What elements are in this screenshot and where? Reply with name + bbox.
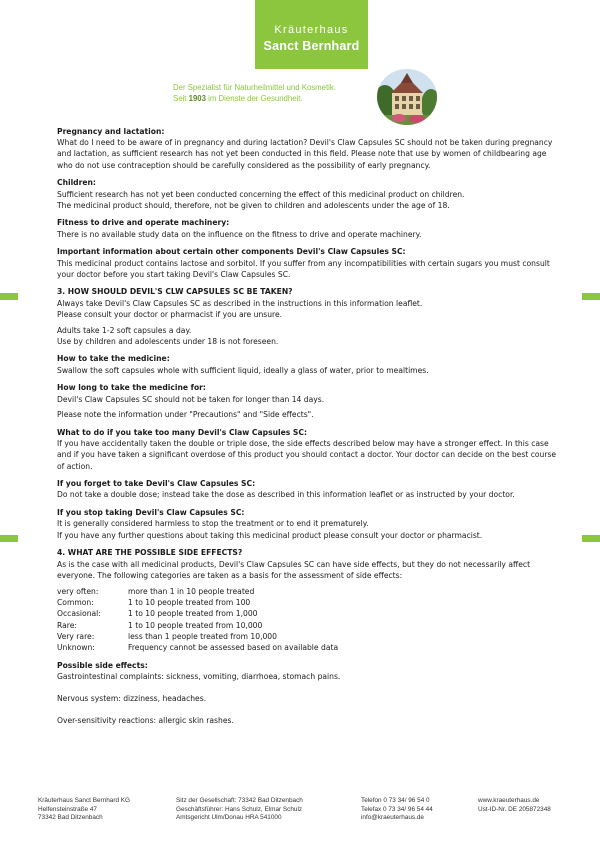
margin-mark-right	[582, 293, 600, 300]
frequency-term: Unknown:	[57, 642, 95, 652]
text-stop-1: It is generally considered harmless to stop the treatment or to end it prematurely.	[57, 519, 369, 529]
section-forget	[57, 478, 562, 500]
text-how-taken-1: Always take Devil's Claw Capsules SC as described in the instructions in this information leaflet.	[57, 298, 423, 308]
margin-mark-right-lower	[582, 535, 600, 542]
frequency-row	[57, 631, 562, 642]
footer-vat-id: Ust-ID-Nr. DE 205872348	[478, 805, 551, 813]
heading-how-taken: 3. HOW SHOULD DEVIL'S CLW CAPSULES SC BE TAKEN?	[57, 287, 293, 297]
frequency-desc: 1 to 10 people treated from 100	[128, 598, 251, 608]
frequency-desc: more than 1 in 10 people treated	[128, 586, 255, 596]
heading-children: Children:	[57, 178, 96, 188]
heading-forget: If you forget to take Devil's Claw Capsules SC:	[57, 479, 256, 489]
section-possible	[57, 660, 562, 727]
text-driving: There is no available study data on the influence on the fitness to drive and operate machinery.	[57, 229, 422, 239]
text-how-long-1: Devil's Claw Capsules SC should not be taken for longer than 14 days.	[57, 394, 325, 404]
footer-line: Geschäftsführer: Hans Schulz, Elmar Schulz	[176, 805, 303, 813]
section-too-many	[57, 427, 562, 472]
section-children	[57, 177, 562, 211]
text-possible-1: Gastrointestinal complaints: sickness, vomiting, diarrhoea, stomach pains.	[57, 671, 341, 681]
tagline	[173, 82, 336, 104]
heading-components: Important information about certain other components Devil's Claw Capsules SC:	[57, 247, 406, 257]
frequency-table	[57, 586, 562, 653]
frequency-desc: less than 1 people treated from 10,000	[128, 631, 277, 641]
leaflet-body	[57, 126, 562, 733]
text-how-taken-4: Use by children and adolescents under 18 is not foreseen.	[57, 336, 279, 346]
text-components: This medicinal product contains lactose and sorbitol. If you suffer from any incompatibilities with certain sugars you must consult your doctor before you start taking Devil's Claw Capsules SC.	[57, 258, 550, 279]
margin-mark-left-lower	[0, 535, 18, 542]
text-pregnancy: What do I need to be aware of in pregnancy and during lactation? Devil's Claw Capsules SC should not be taken during pregnancy and lactation, as sufficient research has not yet been conducted in this field. Please note that use by women of childbearing age who do not use contraception should be carefully considered as the possibility of early pregnancy.	[57, 138, 553, 170]
tagline-line-2: Seit 1903 im Dienste der Gesundheit.	[173, 94, 303, 103]
section-components	[57, 246, 562, 280]
frequency-term: Occasional:	[57, 609, 101, 619]
heading-too-many: What to do if you take too many Devil's Claw Capsules SC:	[57, 427, 307, 437]
frequency-row	[57, 586, 562, 597]
text-too-many: If you have accidentally taken the double or triple dose, the side effects described below may have a stronger effect. In this case and if you have taken a significant overdose of this product you should contact a doctor. Your doctor can decide on the best course of action.	[57, 439, 557, 471]
text-forget: Do not take a double dose; instead take the dose as described in this information leaflet or as instructed by your doctor.	[57, 490, 515, 500]
tagline-line-1: Der Spezialist für Naturheilmittel und Kosmetik.	[173, 83, 336, 92]
frequency-desc: 1 to 10 people treated from 1,000	[128, 609, 258, 619]
frequency-term: Very rare:	[57, 631, 95, 641]
heading-how-long: How long to take the medicine for:	[57, 383, 206, 393]
frequency-term: Rare:	[57, 620, 77, 630]
text-children-1: Sufficient research has not yet been conducted concerning the effect of this medicinal product on children.	[57, 189, 465, 199]
founding-year: 1903	[188, 94, 206, 103]
logo-line-2: Sanct Bernhard	[263, 39, 360, 53]
text-side-effects: As is the case with all medicinal products, Devil's Claw Capsules SC can have side effects, but they do not necessarily affect everyone. The following categories are taken as a basis for the assessment of side effects:	[57, 559, 531, 580]
footer-line: Amtsgericht Ulm/Donau HRA 541000	[176, 814, 282, 822]
text-stop-2: If you have any further questions about taking this medicinal product please consult your doctor or pharmacist.	[57, 530, 483, 540]
section-how-taken	[57, 286, 562, 347]
frequency-term: Common:	[57, 598, 94, 608]
frequency-desc: 1 to 10 people treated from 10,000	[128, 620, 263, 630]
footer-line: Kräuterhaus Sanct Bernhard KG	[38, 797, 131, 804]
building-photo	[377, 69, 437, 125]
heading-driving: Fitness to drive and operate machinery:	[57, 218, 230, 228]
footer-line: Sitz der Gesellschaft: 73342 Bad Ditzenbach	[176, 797, 303, 804]
footer-web	[478, 797, 551, 814]
footer-fax: Telefax 0 73 34/ 96 54 44	[361, 805, 433, 813]
text-how-long-2: Please note the information under "Precautions" and "Side effects".	[57, 410, 314, 420]
text-how-taken-3: Adults take 1-2 soft capsules a day.	[57, 325, 192, 335]
text-possible-3: Over-sensitivity reactions: allergic skin rashes.	[57, 716, 234, 726]
frequency-row	[57, 597, 562, 608]
section-stop	[57, 507, 562, 541]
footer-contact	[361, 797, 433, 823]
frequency-row	[57, 620, 562, 631]
heading-pregnancy: Pregnancy and lactation:	[57, 127, 165, 136]
footer-phone: Telefon 0 73 34/ 96 54 0	[361, 797, 430, 804]
heading-stop: If you stop taking Devil's Claw Capsules SC:	[57, 508, 245, 518]
text-how-taken-2: Please consult your doctor or pharmacist if you are unsure.	[57, 309, 283, 319]
company-logo	[255, 0, 368, 69]
section-driving	[57, 217, 562, 239]
heading-side-effects: 4. WHAT ARE THE POSSIBLE SIDE EFFECTS?	[57, 548, 243, 558]
frequency-row	[57, 642, 562, 653]
footer-email: info@kraeuterhaus.de	[361, 814, 424, 822]
footer-company-info	[176, 797, 303, 823]
frequency-row	[57, 608, 562, 619]
margin-mark-left	[0, 293, 18, 300]
frequency-desc: Frequency cannot be assessed based on available data	[128, 642, 339, 652]
section-how-long	[57, 382, 562, 420]
heading-how-to-take: How to take the medicine:	[57, 354, 170, 364]
footer-line: 73342 Bad Ditzenbach	[38, 814, 103, 822]
footer-address	[38, 797, 130, 823]
section-how-to-take	[57, 353, 562, 375]
text-children-2: The medicinal product should, therefore, not be given to children and adolescents under the age of 18.	[57, 200, 450, 210]
section-side-effects	[57, 547, 562, 653]
text-how-to-take: Swallow the soft capsules whole with sufficient liquid, ideally a glass of water, prior to mealtimes.	[57, 365, 429, 375]
footer-line: Helfensteinstraße 47	[38, 805, 97, 813]
logo-line-1: Kräuterhaus	[274, 24, 349, 36]
footer-website: www.kraeuterhaus.de	[478, 797, 540, 804]
text-possible-2: Nervous system: dizziness, headaches.	[57, 694, 207, 704]
frequency-term: very often:	[57, 586, 99, 596]
heading-possible: Possible side effects:	[57, 660, 148, 670]
section-pregnancy	[57, 126, 562, 171]
